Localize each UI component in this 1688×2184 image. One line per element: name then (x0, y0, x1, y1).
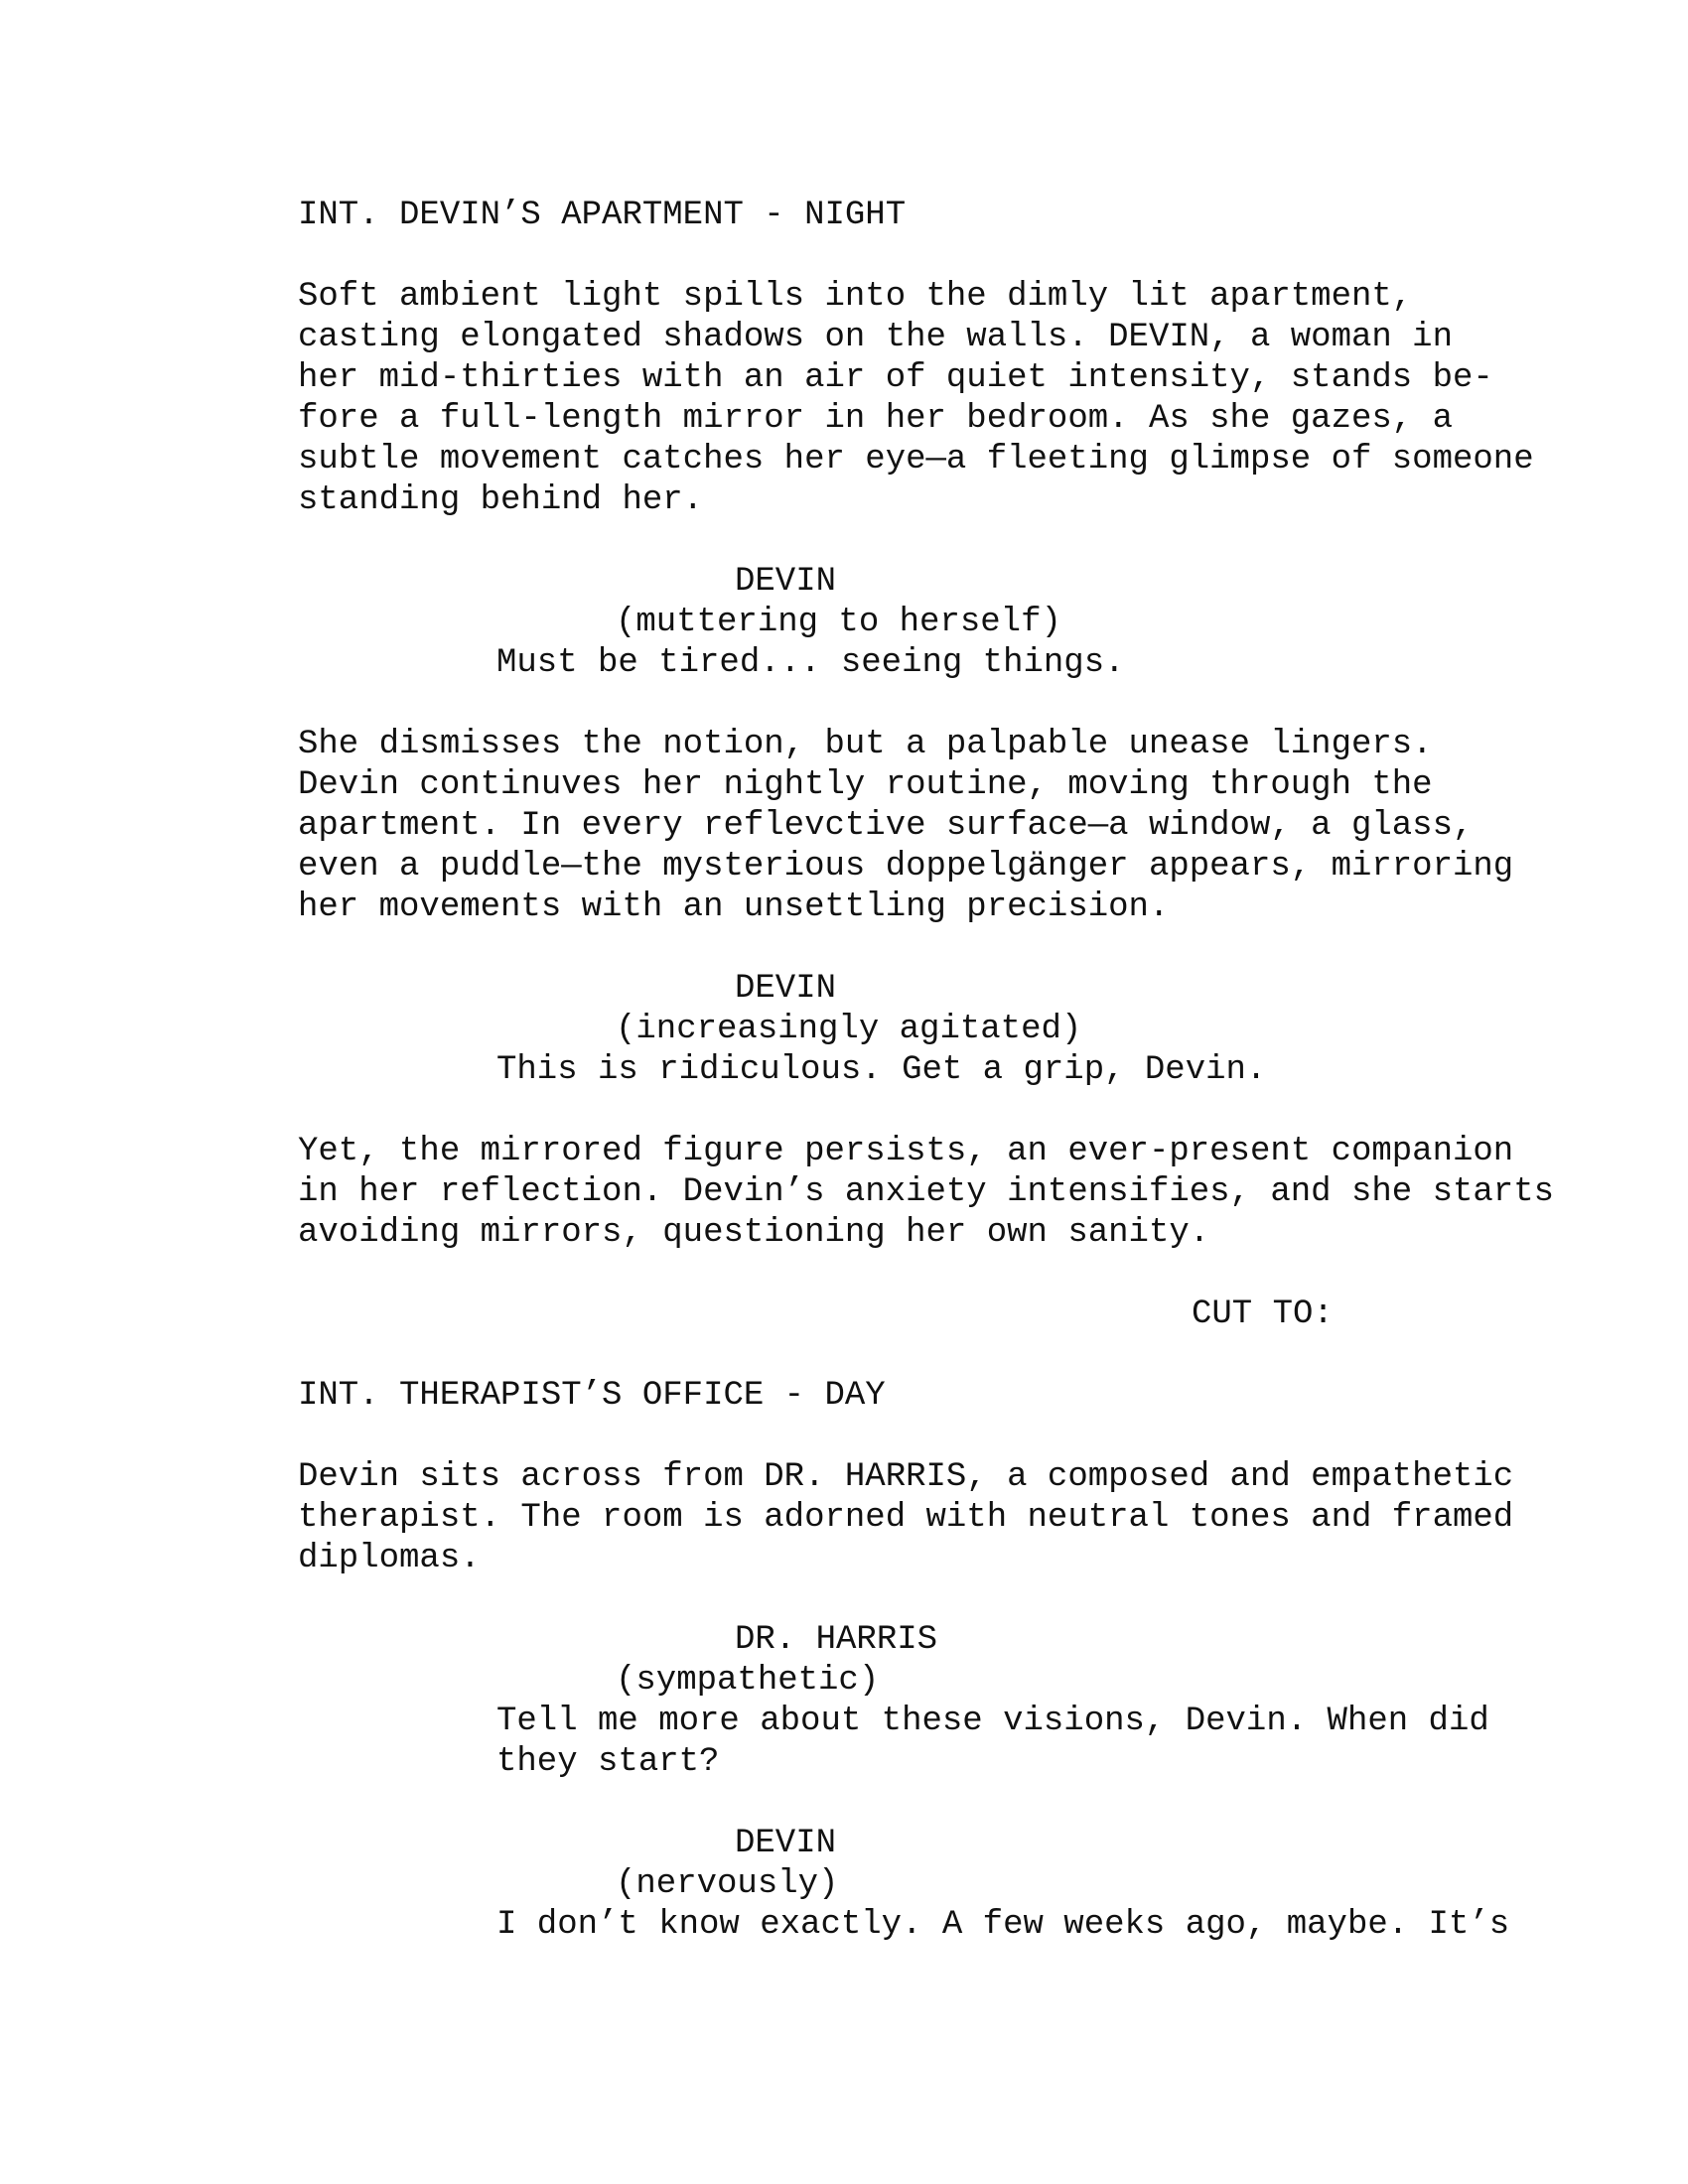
action-line: her mid-thirties with an air of quiet intensity, stands be- (298, 359, 1493, 397)
action-line: standing behind her. (298, 481, 704, 519)
parenthetical: (nervously) (616, 1865, 839, 1903)
dialogue-line: Must be tired... seeing things. (496, 644, 1125, 682)
action-line: apartment. In every reflevctive surface—a window, a glass, (298, 807, 1474, 845)
parenthetical: (muttering to herself) (616, 604, 1061, 641)
action-line: even a puddle—the mysterious doppelgänger appears, mirroring (298, 848, 1514, 886)
action-line: She dismisses the notion, but a palpable unease lingers. (298, 726, 1433, 763)
dialogue-line: Tell me more about these visions, Devin. When did (496, 1703, 1489, 1740)
character-name: DEVIN (735, 970, 837, 1008)
dialogue-line: they start? (496, 1743, 720, 1781)
dialogue-line: This is ridiculous. Get a grip, Devin. (496, 1051, 1267, 1089)
action-line: Yet, the mirrored figure persists, an ever-present companion (298, 1133, 1514, 1170)
character-name: DEVIN (735, 1825, 837, 1862)
action-line: Devin continuves her nightly routine, moving through the (298, 766, 1433, 804)
action-line: diplomas. (298, 1540, 481, 1577)
scene-heading: INT. THERAPIST’S OFFICE - DAY (298, 1377, 886, 1415)
transition: CUT TO: (1192, 1296, 1334, 1333)
action-line: subtle movement catches her eye—a fleeting glimpse of someone (298, 441, 1534, 478)
parenthetical: (sympathetic) (616, 1662, 880, 1700)
action-line: in her reflection. Devin’s anxiety intensifies, and she starts (298, 1173, 1555, 1211)
character-name: DEVIN (735, 563, 837, 601)
action-line: Soft ambient light spills into the dimly lit apartment, (298, 278, 1413, 316)
action-line: fore a full-length mirror in her bedroom. As she gazes, a (298, 400, 1453, 438)
action-line: therapist. The room is adorned with neutral tones and framed (298, 1499, 1514, 1537)
action-line: avoiding mirrors, questioning her own sanity. (298, 1214, 1210, 1252)
action-line: Devin sits across from DR. HARRIS, a composed and empathetic (298, 1458, 1514, 1496)
scene-heading: INT. DEVIN’S APARTMENT - NIGHT (298, 197, 907, 234)
parenthetical: (increasingly agitated) (616, 1011, 1082, 1048)
character-name: DR. HARRIS (735, 1621, 938, 1659)
action-line: casting elongated shadows on the walls. DEVIN, a woman in (298, 319, 1453, 356)
action-line: her movements with an unsettling precision. (298, 888, 1170, 926)
dialogue-line: I don’t know exactly. A few weeks ago, maybe. It’s (496, 1906, 1510, 1944)
